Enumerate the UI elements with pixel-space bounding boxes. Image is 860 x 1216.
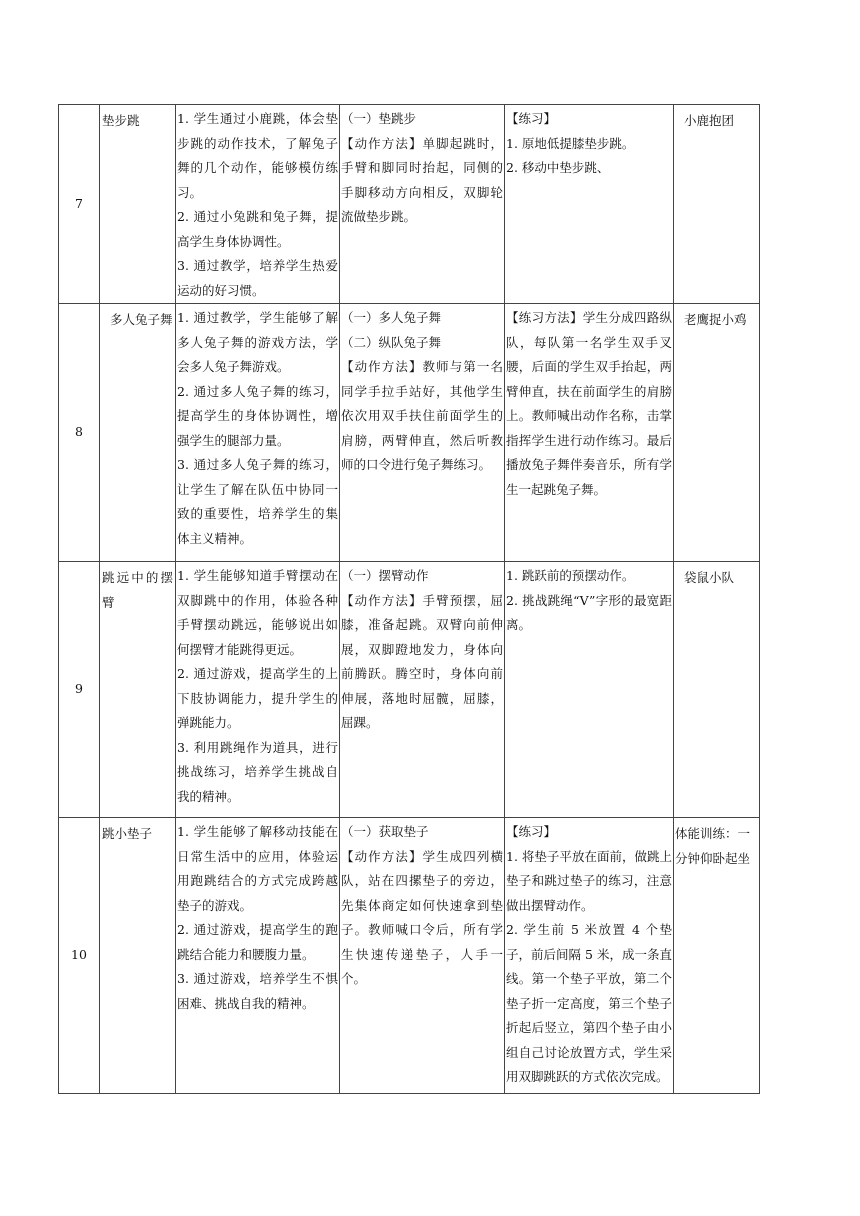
content-item: （一）垫跳步 xyxy=(341,111,417,126)
lesson-name: 跳远中的摆臂 xyxy=(100,562,176,818)
lesson-name: 垫步跳 xyxy=(100,105,176,304)
content-item: 【动作方法】教师与第一名同学手拉手站好，其他学生依次用双手扶住前面学生的肩膀，两臂伸直，然后听教师的口令进行兔子舞练习。 xyxy=(341,359,503,472)
practice-item: 【练习】 xyxy=(506,111,557,126)
lesson-content xyxy=(340,304,505,562)
goal-item: 1. 学生能够了解移动技能在日常生活中的应用，体验运用跑跳结合的方式完成跨越垫子的游戏。 xyxy=(177,824,338,913)
lesson-plan-table xyxy=(58,104,760,1094)
goal-item: 2. 通过多人兔子舞的练习，提高学生的身体协调性，增强学生的腿部力量。 xyxy=(177,383,338,448)
goal-item: 1. 学生能够知道手臂摆动在双脚跳中的作用，体验各种手臂摆动跳远，能够说出如何摆臂才能跳得更远。 xyxy=(177,568,338,657)
lesson-game: 小鹿抱团 xyxy=(674,105,760,304)
lesson-number: 10 xyxy=(59,818,100,1094)
lesson-number: 8 xyxy=(59,304,100,562)
table-row xyxy=(59,105,760,304)
content-item: （一）多人兔子舞 xyxy=(341,310,442,325)
lesson-practice xyxy=(505,818,674,1094)
goal-item: 2. 通过小兔跳和兔子舞，提高学生身体协调性。 xyxy=(177,209,338,249)
lesson-practice xyxy=(505,562,674,818)
goal-item: 3. 通过教学，培养学生热爱运动的好习惯。 xyxy=(177,258,338,298)
lesson-number: 9 xyxy=(59,562,100,818)
table-row xyxy=(59,304,760,562)
goal-item: 3. 利用跳绳作为道具，进行挑战练习，培养学生挑战自我的精神。 xyxy=(177,739,338,804)
practice-item: 1. 跳跃前的预摆动作。 xyxy=(506,568,635,583)
goal-item: 1. 通过教学，学生能够了解多人兔子舞的游戏方法，学会多人兔子舞游戏。 xyxy=(177,310,338,374)
lesson-goals xyxy=(176,304,340,562)
practice-item: 1. 原地低提膝垫步跳。 xyxy=(506,135,635,151)
practice-item: 【练习方法】学生分成四路纵队，每队第一名学生双手叉腰，后面的学生双手抬起，两臂伸直，扶在前面学生的肩膀上。教师喊出动作名称，击掌指挥学生进行动作练习。最后播放兔子舞伴奏音乐，所有学生一起跳兔子舞。 xyxy=(506,310,672,497)
table-row xyxy=(59,562,760,818)
lesson-game: 体能训练：一分钟仰卧起坐 xyxy=(674,818,760,1094)
lesson-goals xyxy=(176,818,340,1094)
lesson-goals xyxy=(176,105,340,304)
content-item: （二）纵队兔子舞 xyxy=(341,334,442,350)
content-item: 【动作方法】学生成四列横队，站在四摞垫子的旁边，先集体商定如何快速拿到垫子。教师喊口令后，所有学生快速传递垫子，人手一个。 xyxy=(341,848,503,986)
practice-item: 2. 学生前 5 米放置 4 个垫子，前后间隔 5 米，成一条直线。第一个垫子平放，第二个垫子折一定高度，第三个垫子折起后竖立，第四个垫子由小组自己讨论放置方式，学生采用双脚跳跃的方式依次完成。 xyxy=(506,922,672,1084)
lesson-name: 跳小垫子 xyxy=(100,818,176,1094)
lesson-number: 7 xyxy=(59,105,100,304)
lesson-game: 袋鼠小队 xyxy=(674,562,760,818)
practice-item: 【练习】 xyxy=(506,824,557,839)
lesson-name: 多人兔子舞 xyxy=(100,304,176,562)
lesson-practice xyxy=(505,105,674,304)
goal-item: 1. 学生通过小鹿跳，体会垫步跳的动作技术，了解兔子舞的几个动作，能够模仿练习。 xyxy=(177,111,338,200)
goal-item: 3. 通过多人兔子舞的练习，让学生了解在队伍中协同一致的重要性，培养学生的集体主义精神。 xyxy=(177,457,338,546)
content-item: 【动作方法】手臂预摆，屈膝，准备起跳。双臂向前伸展，双脚蹬地发力，身体向前腾跃。腾空时，身体向前伸展，落地时屈髋，屈膝，屈踝。 xyxy=(341,592,503,730)
practice-item: 2. 挑战跳绳“V”字形的最宽距离。 xyxy=(506,592,672,632)
practice-item: 2. 移动中垫步跳、 xyxy=(506,160,610,175)
lesson-practice xyxy=(505,304,674,562)
table-row xyxy=(59,818,760,1094)
lesson-content xyxy=(340,562,505,818)
goal-item: 2. 通过游戏，提高学生的上下肢协调能力，提升学生的弹跳能力。 xyxy=(177,666,338,730)
content-item: 【动作方法】单脚起跳时，手臂和脚同时抬起，同侧的手脚移动方向相反，双脚轮流做垫步跳。 xyxy=(341,135,503,224)
content-item: （一）摆臂动作 xyxy=(341,568,429,583)
content-item: （一）获取垫子 xyxy=(341,824,429,839)
lesson-game: 老鹰捉小鸡 xyxy=(674,304,760,562)
practice-item: 1. 将垫子平放在面前，做跳上垫子和跳过垫子的练习，注意做出摆臂动作。 xyxy=(506,848,672,913)
goal-item: 3. 通过游戏，培养学生不惧困难、挑战自我的精神。 xyxy=(177,971,338,1011)
lesson-content xyxy=(340,818,505,1094)
goal-item: 2. 通过游戏，提高学生的跑跳结合能力和腰腹力量。 xyxy=(177,922,338,962)
lesson-goals xyxy=(176,562,340,818)
lesson-content xyxy=(340,105,505,304)
